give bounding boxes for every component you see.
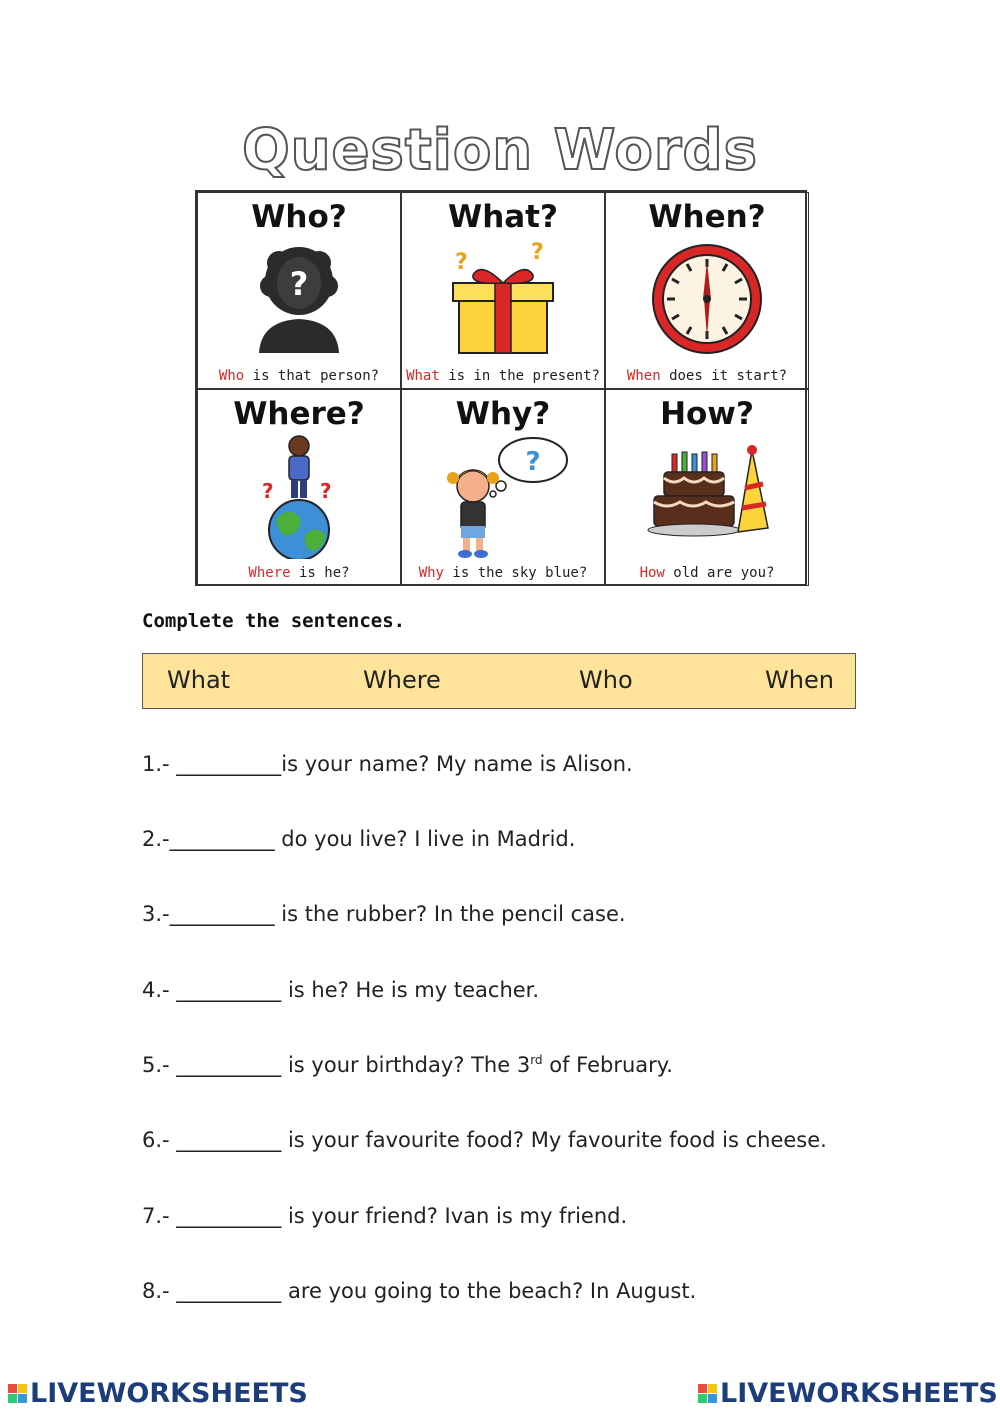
card-word: What? <box>448 199 558 235</box>
card-caption: How old are you? <box>639 565 775 581</box>
thinking-girl-icon <box>433 434 573 559</box>
answer-blank[interactable]: __________ <box>176 1279 282 1303</box>
word-bank-item[interactable]: When <box>765 666 834 694</box>
card-caption: Who is that person? <box>218 368 380 384</box>
svg-text:?: ? <box>455 250 468 275</box>
question-words-grid <box>195 190 807 586</box>
svg-text:?: ? <box>525 447 541 477</box>
card-caption: When does it start? <box>626 368 788 384</box>
footer-logo-left[interactable]: LIVEWORKSHEETS <box>8 1378 308 1409</box>
sentence-4: 4.- __________ is he? He is my teacher. <box>142 978 540 1002</box>
gift-box-icon <box>443 241 563 361</box>
card-word: When? <box>648 199 766 235</box>
card-when <box>605 192 809 389</box>
answer-blank[interactable]: __________ <box>176 1128 282 1152</box>
answer-blank[interactable]: __________ <box>169 902 275 926</box>
sentence-7: 7.- __________ is your friend? Ivan is my friend. <box>142 1204 628 1228</box>
answer-blank[interactable]: __________ <box>176 1204 282 1228</box>
card-what <box>401 192 605 389</box>
card-how <box>605 389 809 586</box>
card-where <box>197 389 401 586</box>
card-word: Why? <box>455 396 551 432</box>
answer-blank[interactable]: __________ <box>176 752 282 776</box>
page-title: Question Words <box>242 118 758 183</box>
person-silhouette-icon <box>249 241 349 356</box>
sentence-2: 2.-__________ do you live? I live in Madrid. <box>142 827 576 851</box>
footer-logo-right[interactable]: LIVEWORKSHEETS <box>698 1378 998 1409</box>
card-word: Who? <box>251 199 347 235</box>
sentence-1: 1.- __________is your name? My name is Alison. <box>142 752 633 776</box>
word-bank <box>142 653 856 709</box>
liveworksheets-logo-icon <box>698 1384 717 1403</box>
svg-text:?: ? <box>531 241 544 265</box>
card-word: Where? <box>233 396 365 432</box>
card-word: How? <box>660 396 754 432</box>
answer-blank[interactable]: __________ <box>176 978 282 1002</box>
sentence-6: 6.- __________ is your favourite food? My favourite food is cheese. <box>142 1128 827 1152</box>
sentence-5: 5.- __________ is your birthday? The 3rd of February. <box>142 1053 673 1077</box>
svg-text:?: ? <box>262 479 274 503</box>
answer-blank[interactable]: __________ <box>169 827 275 851</box>
word-bank-item[interactable]: What <box>167 666 231 694</box>
card-caption: What is in the present? <box>406 368 600 384</box>
word-bank-item[interactable]: Who <box>579 666 633 694</box>
card-caption: Where is he? <box>248 565 350 581</box>
answer-blank[interactable]: __________ <box>176 1053 282 1077</box>
sentence-8: 8.- __________ are you going to the beach? In August. <box>142 1279 697 1303</box>
boy-on-globe-icon <box>244 434 354 559</box>
card-why <box>401 389 605 586</box>
liveworksheets-logo-icon <box>8 1384 27 1403</box>
sentence-3: 3.-__________ is the rubber? In the pencil case. <box>142 902 626 926</box>
svg-text:?: ? <box>289 265 309 303</box>
card-caption: Why is the sky blue? <box>418 565 588 581</box>
card-who <box>197 192 401 389</box>
word-bank-item[interactable]: Where <box>363 666 441 694</box>
instruction-text: Complete the sentences. <box>142 610 406 632</box>
svg-text:?: ? <box>320 479 332 503</box>
clock-icon <box>649 241 765 357</box>
birthday-cake-icon <box>642 444 772 554</box>
